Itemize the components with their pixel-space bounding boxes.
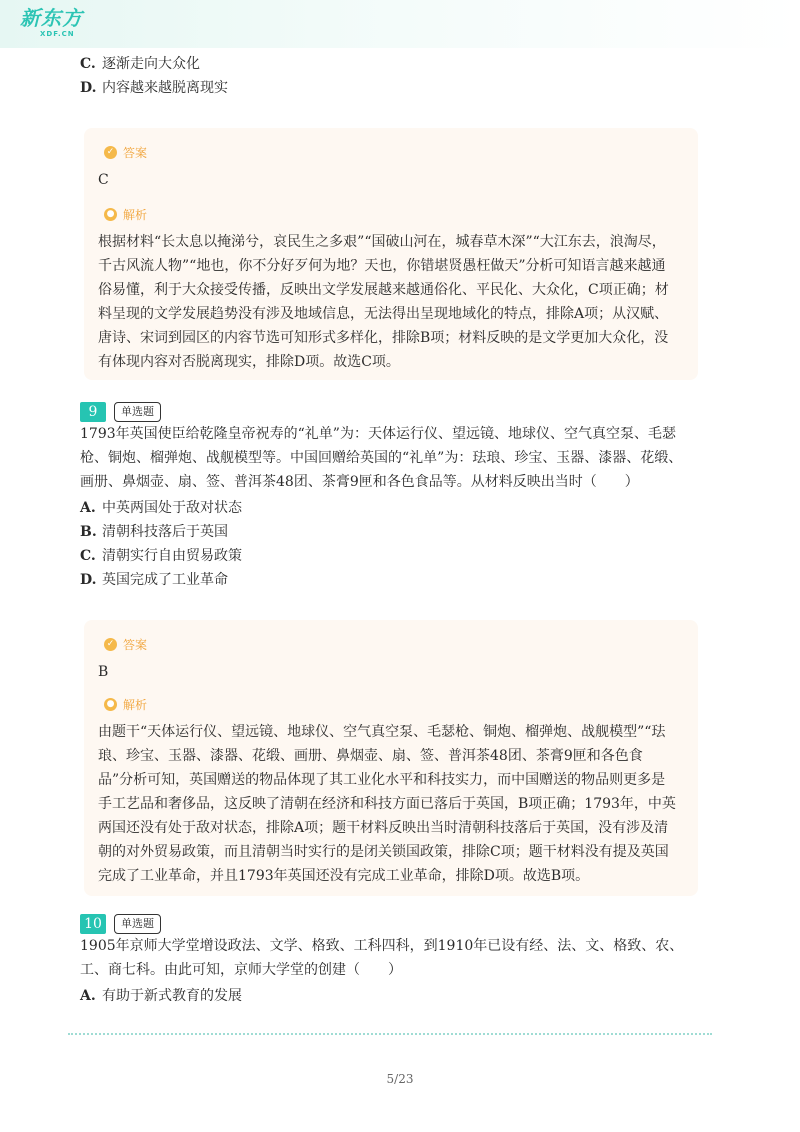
option-b[interactable]: [80, 522, 228, 542]
question-stem-line: 1905年京师大学堂增设政法、文学、格致、工科四科，到1910年已设有经、法、文、格致、农、: [80, 938, 684, 954]
analysis-line: 料呈现的文学发展趋势没有涉及地域信息，无法得出呈现地域化的特点，排除A项；从汉赋、: [98, 306, 669, 322]
analysis-line: 琅、珍宝、玉器、漆器、花缎、画册、鼻烟壶、扇、签、普洱茶48团、茶膏9匣和各色食: [98, 748, 643, 764]
answer-card: [84, 128, 698, 380]
option-letter: B.: [80, 524, 97, 540]
option-text: 清朝实行自由贸易政策: [102, 548, 242, 564]
option-text: 内容越来越脱离现实: [102, 80, 228, 96]
option-text: 中英两国处于敌对状态: [102, 500, 242, 516]
logo-text-en: XDF.CN: [40, 30, 75, 38]
analysis-line: 品”分析可知，英国赠送的物品体现了其工业化水平和科技实力，而中国赠送的物品则更多是: [98, 772, 666, 788]
question-number: 9: [80, 402, 106, 422]
option-c[interactable]: [80, 54, 200, 74]
answer-label: 答案: [123, 637, 148, 652]
header-band: [0, 0, 800, 48]
lightbulb-icon: ●: [104, 698, 117, 711]
analysis-line: 有体现内容对否脱离现实，排除D项。故选C项。: [98, 354, 400, 370]
check-icon: ✓: [104, 638, 117, 651]
question-type-badge: 单选题: [114, 402, 161, 422]
question-type-badge: 单选题: [114, 914, 161, 934]
answer-tag: [104, 636, 147, 652]
analysis-line: 两国还没有处于敌对状态，排除A项；题干材料反映出当时清朝科技落后于英国，没有涉及清: [98, 820, 669, 836]
analysis-line: 由题干“天体运行仪、望远镜、地球仪、空气真空泵、毛瑟枪、铜炮、榴弹炮、战舰模型”“珐: [98, 724, 666, 740]
answer-card: [84, 620, 698, 896]
option-letter: D.: [80, 80, 97, 96]
analysis-line: 唐诗、宋词到园区的内容节选可知形式多样化，排除B项；材料反映的是文学更加大众化，没: [98, 330, 669, 346]
option-letter: A.: [80, 988, 96, 1004]
check-icon: ✓: [104, 146, 117, 159]
answer-tag: [104, 144, 147, 160]
analysis-tag: [104, 206, 147, 222]
xdf-logo: [20, 6, 83, 42]
analysis-label: 解析: [123, 207, 148, 222]
logo-text-cn: 新东方: [20, 6, 83, 30]
analysis-line: 手工艺品和奢侈品，这反映了清朝在经济和科技方面已落后于英国，B项正确；1793年，中英: [98, 796, 676, 812]
option-d[interactable]: [80, 78, 228, 98]
analysis-label: 解析: [123, 697, 148, 712]
answer-label: 答案: [123, 145, 148, 160]
analysis-line: 千古风流人物”“地也，你不分好歹何为地？天也，你错堪贤愚枉做天”分析可知语言越来越通: [98, 258, 666, 274]
option-letter: C.: [80, 56, 96, 72]
page-number: 5/23: [386, 1072, 414, 1086]
option-text: 英国完成了工业革命: [102, 572, 228, 588]
question-stem-line: 工、商七科。由此可知，京师大学堂的创建（ ）: [80, 962, 402, 978]
lightbulb-icon: ●: [104, 208, 117, 221]
analysis-line: 根据材料“长太息以掩涕兮，哀民生之多艰”“国破山河在，城春草木深”“大江东去，浪淘尽，: [98, 234, 666, 250]
analysis-tag: [104, 696, 147, 712]
analysis-line: 俗易懂，利于大众接受传播，反映出文学发展越来越通俗化、平民化、大众化，C项正确；材: [98, 282, 669, 298]
option-letter: A.: [80, 500, 96, 516]
option-text: 清朝科技落后于英国: [102, 524, 228, 540]
answer-value: B: [98, 664, 109, 680]
question-stem-line: 画册、鼻烟壶、扇、签、普洱茶48团、茶膏9匣和各色食品等。从材料反映出当时（ ）: [80, 474, 639, 490]
option-letter: D.: [80, 572, 97, 588]
option-a[interactable]: [80, 498, 242, 518]
footer-divider: [68, 1033, 712, 1035]
question-stem-line: 1793年英国使臣给乾隆皇帝祝寿的“礼单”为：天体运行仪、望远镜、地球仪、空气真空泵、毛瑟: [80, 426, 676, 442]
option-letter: C.: [80, 548, 96, 564]
analysis-line: 朝的对外贸易政策，而且清朝当时实行的是闭关锁国政策，排除C项；题干材料没有提及英国: [98, 844, 669, 860]
option-text: 逐渐走向大众化: [102, 56, 200, 72]
analysis-line: 完成了工业革命，并且1793年英国还没有完成工业革命，排除D项。故选B项。: [98, 868, 590, 884]
option-d[interactable]: [80, 570, 228, 590]
question-number: 10: [80, 914, 106, 934]
option-c[interactable]: [80, 546, 242, 566]
option-text: 有助于新式教育的发展: [102, 988, 242, 1004]
option-a[interactable]: [80, 986, 242, 1006]
question-stem-line: 枪、铜炮、榴弹炮、战舰模型等。中国回赠给英国的“礼单”为：珐琅、珍宝、玉器、漆器、花缎、: [80, 450, 683, 466]
answer-value: C: [98, 172, 109, 188]
